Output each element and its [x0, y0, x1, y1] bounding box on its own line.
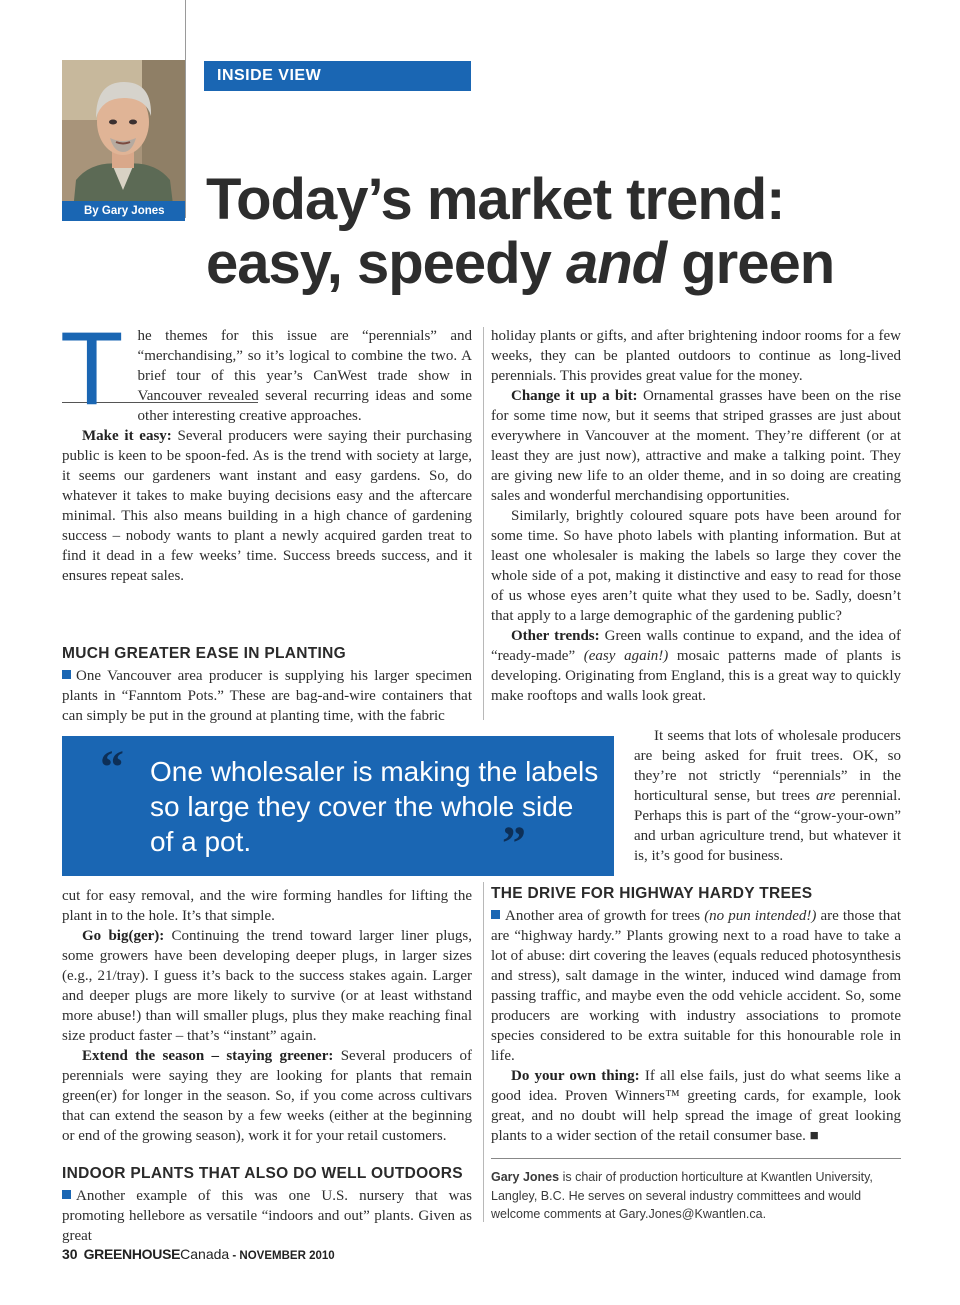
drop-cap: T — [60, 311, 124, 427]
title-line-2 — [206, 232, 906, 296]
text-other-italic: (easy again!) — [583, 648, 669, 664]
magazine-brand-suffix: Canada — [180, 1246, 230, 1262]
text-change: Ornamental grasses have been on the rise for some time now, but it seems that striped grasses are just about everywhere in Vancouver at the moment. They’re different (or at least they are just now), attractive and make a talking point. They are giving new life to an older theme, and in so doing are creating sales and wonderful merchandising opportunities. — [491, 388, 901, 504]
text-ease: One Vancouver area producer is supplying his larger specimen plants in “Fanntom Pots.” These are bag-and-wire containers that can simply be put in the ground at planting time, with the fabric — [62, 668, 472, 724]
pull-quote-text: One wholesaler is making the labels so large they cover the whole side of a pot. — [150, 756, 599, 857]
column-divider-top — [483, 327, 484, 720]
lead-make-easy: Make it easy: — [82, 428, 172, 444]
heading-ease-planting: MUCH GREATER EASE IN PLANTING — [62, 645, 346, 662]
paragraph-fruit — [634, 726, 901, 866]
paragraph-indoor — [62, 1186, 472, 1246]
paragraph-own-thing — [491, 1066, 901, 1146]
left-column-bottom — [62, 886, 472, 1146]
text-other-a: Green walls continue to expand, and the idea of “ready-made” — [491, 628, 902, 664]
author-bio — [491, 1168, 901, 1224]
section-bullet-icon — [62, 670, 71, 679]
pull-quote — [62, 736, 614, 876]
left-column-indoor — [62, 1186, 472, 1246]
text-indoor: Another example of this was one U.S. nursery that was promoting hellebore as versatile “indoors and out” plants. Given as great — [62, 1188, 472, 1244]
page-footer — [62, 1246, 335, 1262]
paragraph-ease — [62, 666, 472, 726]
bio-name: Gary Jones — [491, 1170, 560, 1184]
magazine-brand: GREENHOUSE — [83, 1246, 181, 1262]
lead-big: Go big(ger): — [82, 928, 165, 944]
text-own-thing: If all else fails, just do what seems like a good idea. Proven Winners™ greeting cards, for example, look great, and no doubt will help spread the image of great looking plants to a wider section of the retail consumer base. ■ — [491, 1068, 901, 1144]
paragraph-drive — [491, 906, 901, 1066]
column-divider-bottom — [483, 882, 484, 1222]
section-bullet-icon — [491, 910, 500, 919]
page-number: 30 — [62, 1246, 78, 1262]
author-byline: By Gary Jones — [62, 201, 185, 221]
paragraph-big — [62, 926, 472, 1046]
lead-extend: Extend the season – staying greener: — [82, 1048, 334, 1064]
left-column-ease — [62, 666, 472, 726]
right-column-top — [491, 326, 901, 706]
paragraph-make-easy — [62, 426, 472, 586]
intro-text: he themes for this issue are “perennials” and “merchandising,” so it’s logical to combine the two. A brief tour of this year’s CanWest trade show in Vancouver revealed several recurring ideas and some other interesting creative approaches. — [137, 328, 472, 424]
title-line-1: Today’s market trend: — [206, 167, 785, 232]
title-part-italic: and — [565, 231, 667, 296]
paragraph-extend — [62, 1046, 472, 1146]
section-tag: INSIDE VIEW — [204, 61, 471, 91]
issue-date: - NOVEMBER 2010 — [229, 1250, 335, 1262]
text-fruit-b: perennial. Perhaps this is part of the “grow-your-own” and urban agriculture trend, but whatever it is, it’s good for business. — [634, 788, 901, 864]
author-photo — [62, 60, 185, 221]
intro-paragraph — [60, 311, 472, 427]
paragraph-holiday: holiday plants or gifts, and after brightening indoor rooms for a few weeks, they can be planted outdoors to continue as long-lived perennials. This provides great value for the money. — [491, 328, 901, 384]
lead-other: Other trends: — [511, 628, 600, 644]
article-title — [206, 168, 906, 296]
text-fruit-italic: are — [815, 788, 836, 804]
right-column-fruit — [634, 726, 901, 866]
open-quote-icon: “ — [100, 741, 124, 794]
text-extend: Several producers of perennials were saying they are looking for plants that remain green(er) for longer in the season. So, if you come across cultivars that can extend the season by a few weeks (either at the beginning or end of the growing season), work it for your retail customers. — [62, 1048, 472, 1144]
heading-indoor-plants: INDOOR PLANTS THAT ALSO DO WELL OUTDOORS — [62, 1165, 463, 1182]
text-drive-a: Another area of growth for trees — [505, 908, 705, 924]
header-divider — [185, 0, 186, 218]
bio-text: is chair of production horticulture at Kwantlen University, Langley, B.C. He serves on several industry committees and would welcome comments at Gary.Jones@Kwantlen.ca. — [491, 1170, 873, 1221]
lead-own-thing: Do your own thing: — [511, 1068, 640, 1084]
paragraph-change — [491, 386, 901, 506]
paragraph-similar: Similarly, brightly coloured square pots have been around for some time. So have photo labels with planting information. But at least one wholesaler is making the labels so large they cover the whole side of a pot, making it distinctive and easy to read for those of us whose eyes aren’t quite what they used to be. Sadly, doesn’t that apply to a large demographic of the gardening public? — [491, 508, 901, 624]
title-part-c: green — [666, 231, 835, 296]
text-make-easy: Several producers were saying their purchasing public is keen to be spoon-fed. As is the trend with society at large, it seems our gardeners want instant and easy gardens. So, do whatever it takes to make buying decisions easy and the aftercare minimal. This also means building in a high chance of gardening success – nobody wants to plant a newly acquired garden treat to find it dead in a few weeks’ time. Success breeds success, and it ensures repeat sales. — [62, 428, 473, 584]
section-bullet-icon — [62, 1190, 71, 1199]
heading-highway-trees: THE DRIVE FOR HIGHWAY HARDY TREES — [491, 885, 813, 902]
text-drive-italic: (no pun intended!) — [704, 908, 817, 924]
left-column-top — [60, 311, 473, 586]
paragraph-other — [491, 626, 901, 706]
text-big: Continuing the trend toward larger liner plugs, some growers have been developing deeper plugs, in larger sizes (e.g., 21/tray). I guess it’s back to the success stakes again. Larger and deeper plugs are more likely to survive (or at least withstand more abuse!) than will smaller plugs, plus they make reaching final size product faster – that’s “instant” again. — [62, 928, 472, 1044]
bio-divider — [491, 1158, 901, 1159]
text-other-b: mosaic patterns made of plants is developing. Originating from England, this is a great way to quickly make rooftops and walls look great. — [491, 648, 901, 704]
text-drive-b: are those that are “highway hardy.” Plants growing next to a road have to take a lot of abuse: dirt covering the leaves (equals reduced photosynthesis and stress), salt damage in the winter, induced wind damage from passing traffic, and maybe even the odd vehicle accident. So, some producers are working with industry associations to promote species considered to be extra suitable for this honourable role in life. — [491, 908, 902, 1064]
title-part-a: easy, speedy — [206, 231, 566, 296]
text-fruit-a: It seems that lots of wholesale producers are being asked for fruit trees. OK, so they’re not strictly “perennials” in the horticultural sense, but trees — [634, 728, 901, 804]
close-quote-icon: ” — [502, 817, 526, 870]
paragraph-ease-continued: cut for easy removal, and the wire forming handles for lifting the plant in to the hole. It’s that simple. — [62, 888, 472, 924]
right-column-bottom — [491, 906, 901, 1146]
lead-change: Change it up a bit: — [511, 388, 638, 404]
